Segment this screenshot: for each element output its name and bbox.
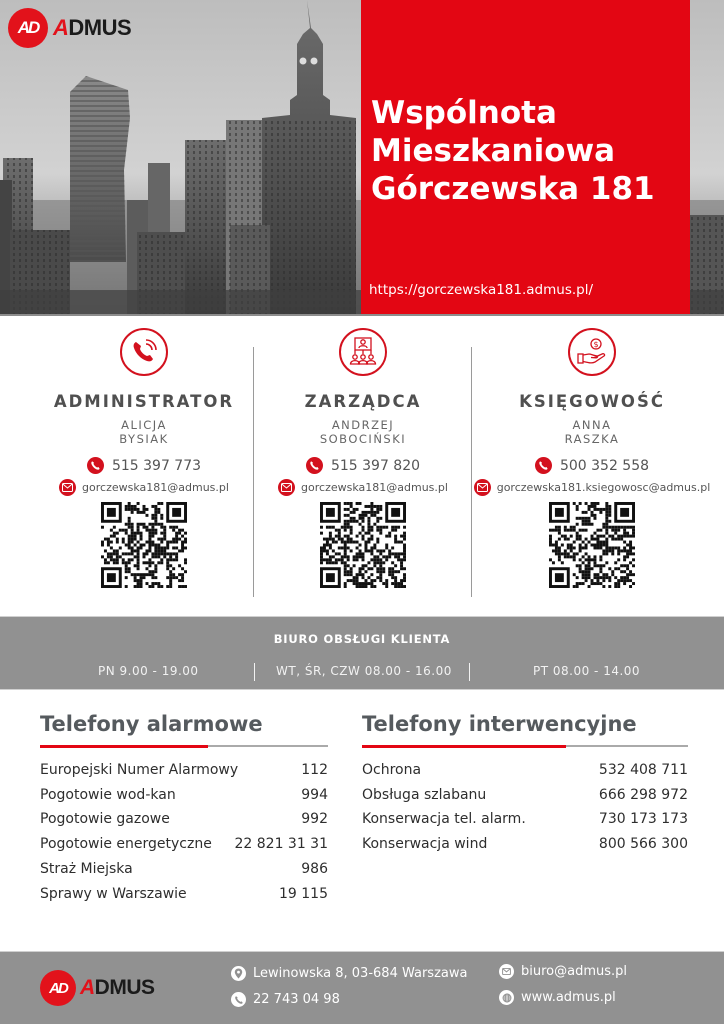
hours-separator: [254, 663, 255, 681]
service-number[interactable]: 666 298 972: [598, 786, 688, 803]
footer: [0, 951, 724, 1024]
hours-tue-thu: WT, ŚR, CZW 08.00 - 16.00: [276, 664, 452, 678]
logo-wordmark: ADMUS: [53, 15, 132, 40]
title-line-1: Wspólnota: [371, 95, 557, 131]
phone-icon: [535, 457, 552, 474]
table-row: [40, 882, 328, 907]
service-number[interactable]: 994: [301, 786, 328, 803]
team-hierarchy-icon: [339, 328, 387, 376]
title-line-2: Mieszkaniowa: [371, 133, 616, 169]
logo-wordmark: ADMUS: [80, 976, 155, 999]
email-address[interactable]: gorczewska181@admus.pl: [301, 481, 448, 494]
title-panel: [361, 0, 690, 316]
phone-row: [254, 457, 472, 474]
service-name: Pogotowie wod-kan: [40, 786, 176, 803]
table-row: [362, 807, 688, 832]
service-name: Konserwacja wind: [362, 836, 488, 853]
table-row: [40, 807, 328, 832]
role-title: ZARZĄDCA: [304, 392, 422, 411]
qr-code[interactable]: [549, 502, 635, 588]
hours-friday: PT 08.00 - 14.00: [533, 664, 641, 678]
table-row: [40, 832, 328, 857]
location-pin-icon: [231, 966, 246, 981]
person-name: ANNA RASZKA: [564, 418, 620, 446]
service-number[interactable]: 532 408 711: [598, 762, 688, 778]
service-name: Pogotowie gazowe: [40, 811, 170, 828]
footer-email: biuro@admus.pl: [499, 964, 627, 979]
table-row: [40, 758, 328, 783]
qr-code[interactable]: [101, 502, 187, 588]
intervention-phones-title: Telefony interwencyjne: [362, 712, 637, 736]
phone-icon: [87, 457, 104, 474]
logo-mark: AD: [8, 8, 48, 48]
contact-card-manager: [254, 316, 472, 616]
phone-icon: [231, 992, 246, 1007]
role-title: ADMINISTRATOR: [53, 392, 235, 411]
hand-money-icon: [568, 328, 616, 376]
service-number[interactable]: 22 821 31 31: [234, 836, 328, 853]
contact-card-accounting: [472, 316, 712, 616]
page-title: [371, 94, 655, 208]
admus-logo: [8, 8, 131, 48]
phone-call-icon: [120, 328, 168, 376]
hours-monday: PN 9.00 - 19.00: [98, 664, 199, 678]
admus-logo-footer: [40, 970, 155, 1006]
service-name: Straż Miejska: [40, 860, 133, 877]
service-number[interactable]: 730 173 173: [598, 811, 688, 828]
title-underline: [40, 745, 328, 747]
email-address[interactable]: gorczewska181@admus.pl: [82, 481, 229, 494]
svg-text:$: $: [593, 340, 599, 349]
service-number[interactable]: 112: [301, 762, 328, 778]
hours-separator: [469, 663, 470, 681]
phone-row: [472, 457, 712, 474]
envelope-icon: [59, 479, 76, 496]
service-name: Konserwacja tel. alarm.: [362, 811, 526, 828]
office-hours-bar: [0, 616, 724, 690]
service-number[interactable]: 986: [301, 860, 328, 877]
envelope-icon: [474, 479, 491, 496]
service-number[interactable]: 800 566 300: [598, 836, 688, 853]
contacts-section: [0, 316, 724, 616]
phone-row: [34, 457, 254, 474]
envelope-icon: [278, 479, 295, 496]
role-title: KSIĘGOWOŚĆ: [519, 392, 665, 411]
alarm-phones-rows: [40, 758, 328, 906]
email-row: [254, 479, 472, 496]
phone-number[interactable]: 515 397 820: [330, 457, 421, 474]
alarm-phones-table: [40, 712, 328, 906]
person-name: ANDRZEJ SOBOCIŃSKI: [319, 418, 407, 446]
person-name: ALICJA BYSIAK: [119, 418, 169, 446]
intervention-phones-rows: [362, 758, 688, 857]
service-name: Ochrona: [362, 762, 422, 778]
phone-number[interactable]: 515 397 773: [111, 457, 202, 474]
service-number[interactable]: 992: [301, 811, 328, 828]
intervention-phones-table: [362, 712, 688, 857]
service-name: Sprawy w Warszawie: [40, 885, 187, 902]
table-row: [40, 857, 328, 882]
table-row: [362, 783, 688, 808]
table-row: [40, 783, 328, 808]
service-name: Europejski Numer Alarmowy: [40, 762, 239, 778]
website-link[interactable]: https://gorczewska181.admus.pl/: [369, 282, 594, 298]
office-title: BIURO OBSŁUGI KLIENTA: [273, 632, 451, 646]
service-number[interactable]: 19 115: [279, 885, 328, 902]
service-name: Obsługa szlabanu: [362, 786, 487, 803]
phone-tables: [0, 690, 724, 950]
table-row: [362, 758, 688, 783]
qr-code[interactable]: [320, 502, 406, 588]
service-name: Pogotowie energetyczne: [40, 836, 212, 853]
title-underline: [362, 745, 688, 747]
logo-mark: AD: [40, 970, 76, 1006]
globe-icon: [499, 990, 514, 1005]
footer-address: Lewinowska 8, 03-684 Warszawa: [231, 966, 467, 981]
email-row: [472, 479, 712, 496]
envelope-icon: [499, 964, 514, 979]
contact-card-administrator: [34, 316, 254, 616]
footer-website: www.admus.pl: [499, 990, 616, 1005]
phone-number[interactable]: 500 352 558: [559, 457, 650, 474]
hero-banner: [0, 0, 724, 316]
phone-icon: [306, 457, 323, 474]
footer-phone: 22 743 04 98: [231, 992, 340, 1007]
alarm-phones-title: Telefony alarmowe: [40, 712, 263, 736]
email-row: [34, 479, 254, 496]
table-row: [362, 832, 688, 857]
email-address[interactable]: gorczewska181.ksiegowosc@admus.pl: [496, 481, 711, 494]
title-line-3: Górczewska 181: [371, 171, 655, 207]
